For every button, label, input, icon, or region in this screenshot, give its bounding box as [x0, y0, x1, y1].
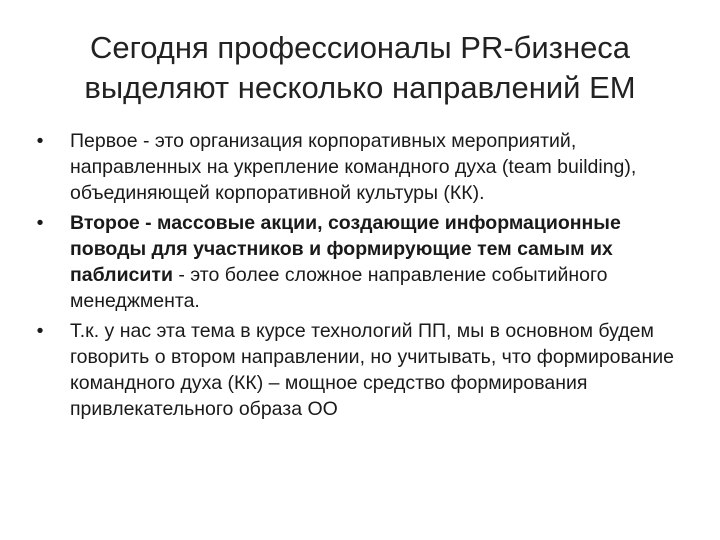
bullet-text-2-rest: - это более сложное направление событийного менеджмента. [70, 264, 608, 312]
bullet-item-2 [30, 210, 690, 314]
bullet-item-1 [30, 128, 690, 206]
title-line-2: выделяют несколько направлений ЕМ [84, 70, 636, 105]
bullet-text-2-bold: Второе - массовые акции, создающие информационные поводы для участников и формирующие тем самым их паблисити [70, 212, 621, 286]
title-line-1: Сегодня профессионалы PR-бизнеса [89, 30, 631, 65]
bullet-list [30, 128, 690, 426]
bullet-icon: • [36, 130, 44, 152]
bullet-icon: • [36, 212, 44, 234]
bullet-icon: • [36, 320, 44, 342]
bullet-text-3: Т.к. у нас эта тема в курсе технологий ПП, мы в основном будем говорить о втором направлении, но учитывать, что формирование командного духа (КК) – мощное средство формирования привлекательного образа ОО [70, 320, 675, 420]
bullet-text-1: Первое - это организация корпоративных мероприятий, направленных на укрепление командного духа (team building), объединяющей корпоративной культуры (КК). [70, 130, 637, 204]
bullet-item-3 [30, 318, 690, 422]
slide-title [36, 28, 684, 108]
